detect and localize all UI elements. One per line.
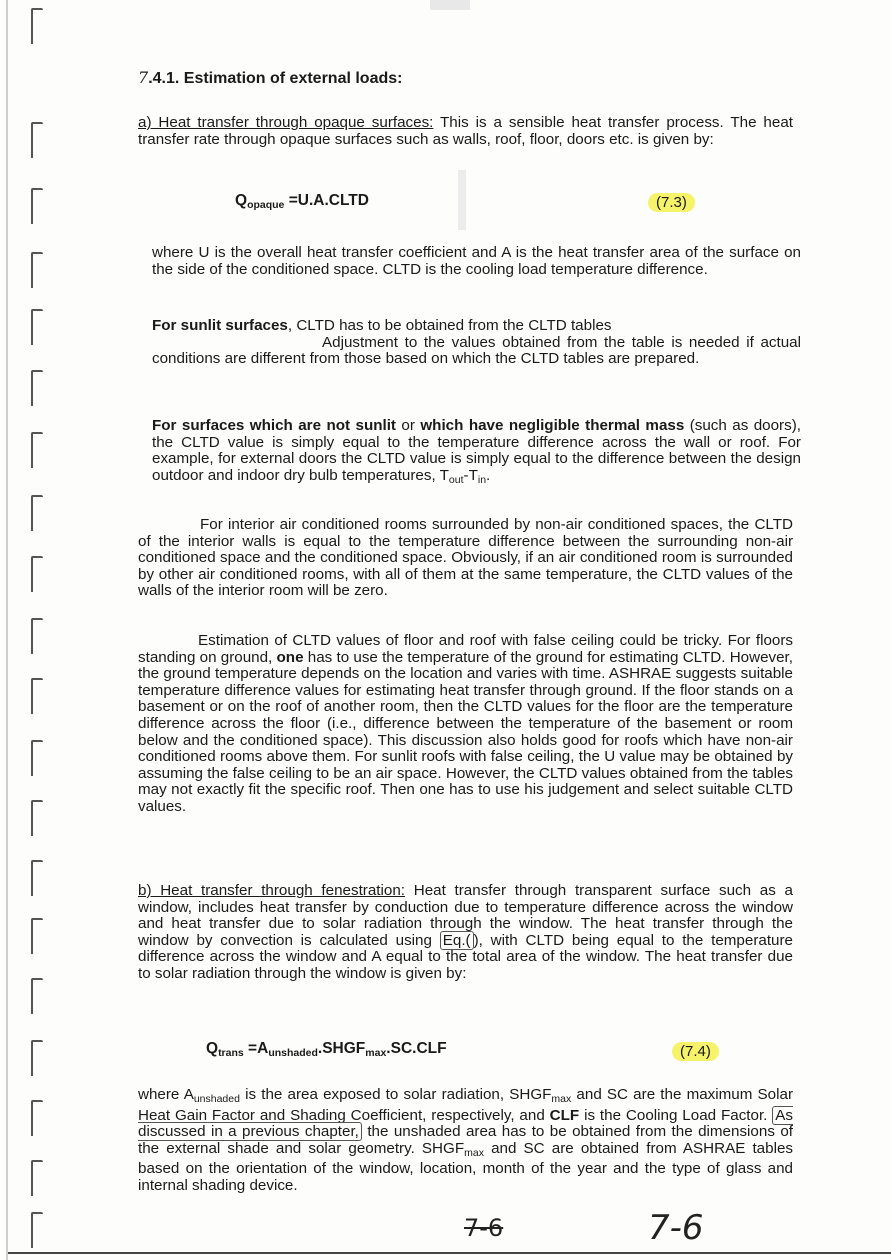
- eq-area: =A: [243, 1040, 269, 1057]
- binder-hole: [31, 800, 43, 836]
- fenestration-paragraph: [138, 883, 793, 983]
- floor-roof-text2: has to use the temperature of the ground for estimating CLTD. However, the ground temperature depends on the location and varies with time. ASHRAE suggests suitable temperature difference values for estimating heat transfer through ground. If the floor stands on a basement or on the roof of another room, then the CLTD values for the floor are the temperature difference across the floor (i.e., difference between the temperature of the basement or room below and the conditioned space). This discussion also holds good for roofs which have non-air conditioned rooms above them. For sunlit roofs with false ceiling, the U value may be obtained by assuming the false ceiling to be an air space. However, the CLTD values obtained from the tables may not exactly fit the specific roof. Then one has to use his judgement and select suitable CLTD values.: [138, 648, 793, 815]
- eq-subscript: max: [365, 1047, 387, 1059]
- where-text2: is the area exposed to solar radiation, SHGF: [239, 1086, 552, 1103]
- binder-hole: [31, 978, 43, 1014]
- boxed-annotation: As discussed in a previous chapter,: [138, 1106, 794, 1141]
- where-subscript: unshaded: [193, 1093, 240, 1105]
- page-edge: [6, 0, 8, 1260]
- equation-number-highlight: (7.3): [648, 193, 695, 212]
- eq-symbol: Q: [235, 192, 248, 209]
- opaque-intro: This is a sensible heat transfer process. The heat transfer rate through opaque surfaces such as walls, roof, floor, doors etc. is given by:: [138, 114, 793, 148]
- where-text4: is the Cooling Load Factor.: [579, 1106, 773, 1124]
- eq-symbol: Q: [206, 1040, 219, 1057]
- binder-margin: [0, 0, 60, 1260]
- opaque-where-text: where U is the overall heat transfer coefficient and A is the heat transfer area of the surface on the side of the conditioned space. CLTD is the cooling load temperature difference.: [152, 244, 801, 278]
- sunlit-line1: , CLTD has to be obtained from the CLTD tables: [287, 317, 612, 334]
- equation-opaque: [235, 192, 369, 211]
- binder-hole: [31, 678, 43, 714]
- floor-roof-text1: Estimation of CLTD values of floor and roof with false ceiling could be tricky. For floors standing on ground,: [138, 632, 793, 666]
- struck-page-number: 7-6: [464, 1214, 504, 1242]
- t-in-symbol: -T: [463, 466, 478, 484]
- eq-rhs: =U.A.CLTD: [284, 192, 369, 209]
- fenestration-heading: b) Heat transfer through fenestration:: [138, 882, 406, 899]
- where-text5: the unshaded area has to be obtained from the dimensions of the external shade and solar geometry. SHGF: [138, 1123, 793, 1157]
- equation-reference: Eq.(: [440, 931, 474, 950]
- scan-artifact: [458, 170, 466, 230]
- t-out-subscript: out: [448, 473, 464, 486]
- binder-hole: [31, 252, 43, 288]
- handwritten-section-number: 7: [138, 68, 149, 87]
- sunlit-rest: Adjustment to the values obtained from the table is needed if actual conditions are different from those based on which the CLTD tables are prepared.: [152, 333, 801, 368]
- equation-trans: [206, 1040, 447, 1059]
- equation-reference-tail: ), with: [473, 931, 518, 949]
- eq-tail: .SC.CLF: [386, 1040, 447, 1057]
- where-subscript: max: [551, 1093, 572, 1105]
- opaque-paragraph: [138, 115, 793, 148]
- binder-hole: [31, 618, 43, 654]
- where-text6: and SC are obtained from ASHRAE tables based on the orientation of the window, location, month of the year and the type of glass and internal shading device.: [138, 1139, 793, 1194]
- fenestration-text1: Heat transfer through transparent surface such as a window, includes heat transfer by conduction due to temperature difference across the window and heat transfer due to solar radiation through the window. The heat transfer through the window by convection is calculated using: [138, 882, 793, 949]
- sunlit-paragraph: [152, 318, 801, 368]
- binder-hole: [31, 188, 43, 224]
- t-out-symbol: T: [439, 466, 449, 484]
- fenestration-text2: CLTD being equal to the temperature difference across the window and A equal to the total area of the window. The heat transfer due to solar radiation through the window is given by:: [138, 931, 793, 982]
- thermal-mass-lead: which have negligible thermal mass: [420, 417, 685, 434]
- binder-hole: [31, 918, 43, 954]
- eq-subscript: opaque: [247, 199, 285, 211]
- equation-number-highlight: (7.4): [672, 1042, 719, 1061]
- t-in-subscript: in: [477, 473, 487, 486]
- eq-subscript: trans: [218, 1047, 244, 1059]
- binder-hole: [31, 370, 43, 406]
- not-sunlit-text: (such as doors), the CLTD value is simply equal to the temperature difference across the wall or roof. For example, for external doors the CLTD value is simply equal to the difference between the design outdoor and indoor dry bulb temperatures,: [152, 417, 801, 484]
- not-sunlit-or: or: [396, 417, 421, 434]
- binder-hole: [31, 309, 43, 345]
- binder-hole: [31, 1160, 43, 1196]
- one-word: one: [276, 648, 304, 666]
- opaque-heading: a) Heat transfer through opaque surfaces:: [138, 114, 434, 131]
- binder-hole: [31, 556, 43, 592]
- where-text3: and SC are the maximum Solar Heat Gain Factor and Shading Coefficient, respectively, and: [138, 1086, 794, 1124]
- page-bottom-edge: [8, 1252, 891, 1254]
- binder-hole: [31, 495, 43, 531]
- binder-hole: [31, 8, 43, 44]
- binder-hole: [31, 432, 43, 468]
- not-sunlit-paragraph: [152, 418, 801, 488]
- handwritten-page-number: 7-6: [648, 1208, 704, 1248]
- eq-subscript: unshaded: [268, 1047, 318, 1059]
- binder-hole: [31, 1100, 43, 1136]
- binder-hole: [31, 122, 43, 158]
- fenestration-where-paragraph: [138, 1087, 793, 1195]
- section-title: .4.1. Estimation of external loads:: [148, 70, 403, 87]
- binder-hole: [31, 860, 43, 896]
- binder-hole: [31, 1040, 43, 1076]
- interior-paragraph: [138, 517, 793, 600]
- not-sunlit-lead: For surfaces which are not sunlit: [152, 417, 396, 434]
- binder-hole: [31, 740, 43, 776]
- scan-artifact: [430, 0, 470, 10]
- sunlit-lead: For sunlit surfaces: [152, 317, 288, 334]
- opaque-where-paragraph: [152, 245, 801, 278]
- floor-roof-paragraph: [138, 633, 793, 816]
- interior-text: For interior air conditioned rooms surrounded by non-air conditioned spaces, the CLTD of the interior walls is equal to the temperature difference between the surrounding non-air conditioned space and the conditioned space. Obviously, if an air conditioned room is surrounded by other air conditioned rooms, with all of them at the same temperature, the CLTD values of the walls of the interior room will be zero.: [138, 516, 793, 600]
- where-a: where A: [138, 1086, 194, 1103]
- where-subscript: max: [464, 1146, 484, 1159]
- period: .: [486, 466, 491, 484]
- eq-shgf: .SHGF: [317, 1040, 366, 1057]
- clf-term: CLF: [549, 1106, 580, 1124]
- section-heading: [138, 70, 793, 88]
- binder-hole: [31, 1212, 43, 1248]
